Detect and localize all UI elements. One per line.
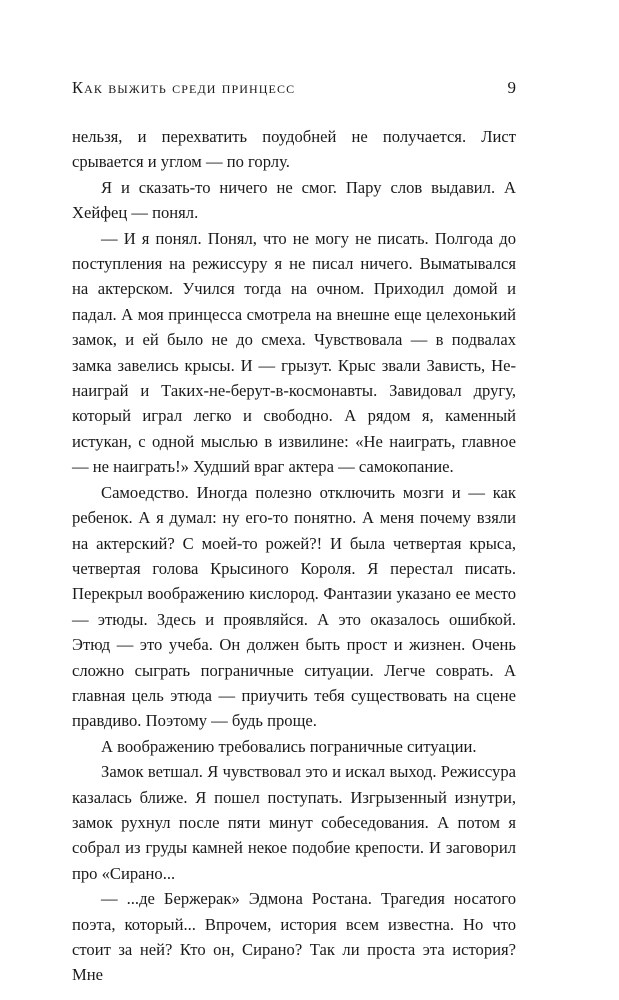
paragraph: А воображению требовались пограничные ситуации. [101, 736, 477, 756]
paragraph: Самоедство. Иногда полезно отключить мозги и — как ребенок. А я думал: ну его-то понятно. А меня почему взяли на актерский? С моей-то рожей?! И была четвертая крыса, четвертая голова Крысиного Короля. Я перестал писать. Перекрыл воображению кислород. Фантазии указано ее место — этюды. Здесь и проявляйся. А это оказалось ошибкой. Этюд — это учеба. Он должен быть прост и жизнен. Очень сложно сыграть пограничные ситуации. Легче соврать. А главная цель этюда — приучить тебя существовать на сцене правдиво. Поэтому — будь проще. [72, 482, 516, 731]
paragraph: — И я понял. Понял, что не могу не писать. Полгода до поступления на режиссуру я не писал ничего. Выматывался на актерском. Учился тогда на очном. Приходил домой и падал. А моя принцесса смотрела на внешне еще целехонький замок, и ей было не до смеха. Чувствовала — в подвалах замка завелись крысы. И — грызут. Крыс звали Зависть, Не-наиграй и Таких-не-берут-в-космонавты. Завидовал другу, который играл легко и свободно. А рядом я, каменный истукан, с одной мыслью в извилине: «Не наиграть, главное — не наиграть!» Худший враг актера — самокопание. [72, 228, 516, 477]
running-header [72, 78, 516, 102]
paragraph: Я и сказать-то ничего не смог. Пару слов выдавил. А Хейфец — понял. [72, 177, 516, 223]
page-number: 9 [507, 78, 516, 97]
paragraph: — ...де Бержерак» Эдмона Ростана. Трагедия носатого поэта, который... Впрочем, история всем известна. Но что стоит за ней? Кто он, Сирано? Так ли проста эта история? Мне [72, 889, 516, 985]
paragraph: Замок ветшал. Я чувствовал это и искал выход. Режиссура казалась ближе. Я пошел поступать. Изгрызенный изнутри, замок рухнул после пяти минут собеседования. А потом я собрал из груды камней некое подобие крепости. И заговорил про «Сирано... [72, 762, 516, 883]
running-title: Как выжить среди принцесс [72, 78, 296, 97]
body-text [72, 124, 516, 988]
paragraph-continuation: нельзя, и перехватить поудобней не получается. Лист срывается и углом — по горлу. [72, 127, 516, 172]
